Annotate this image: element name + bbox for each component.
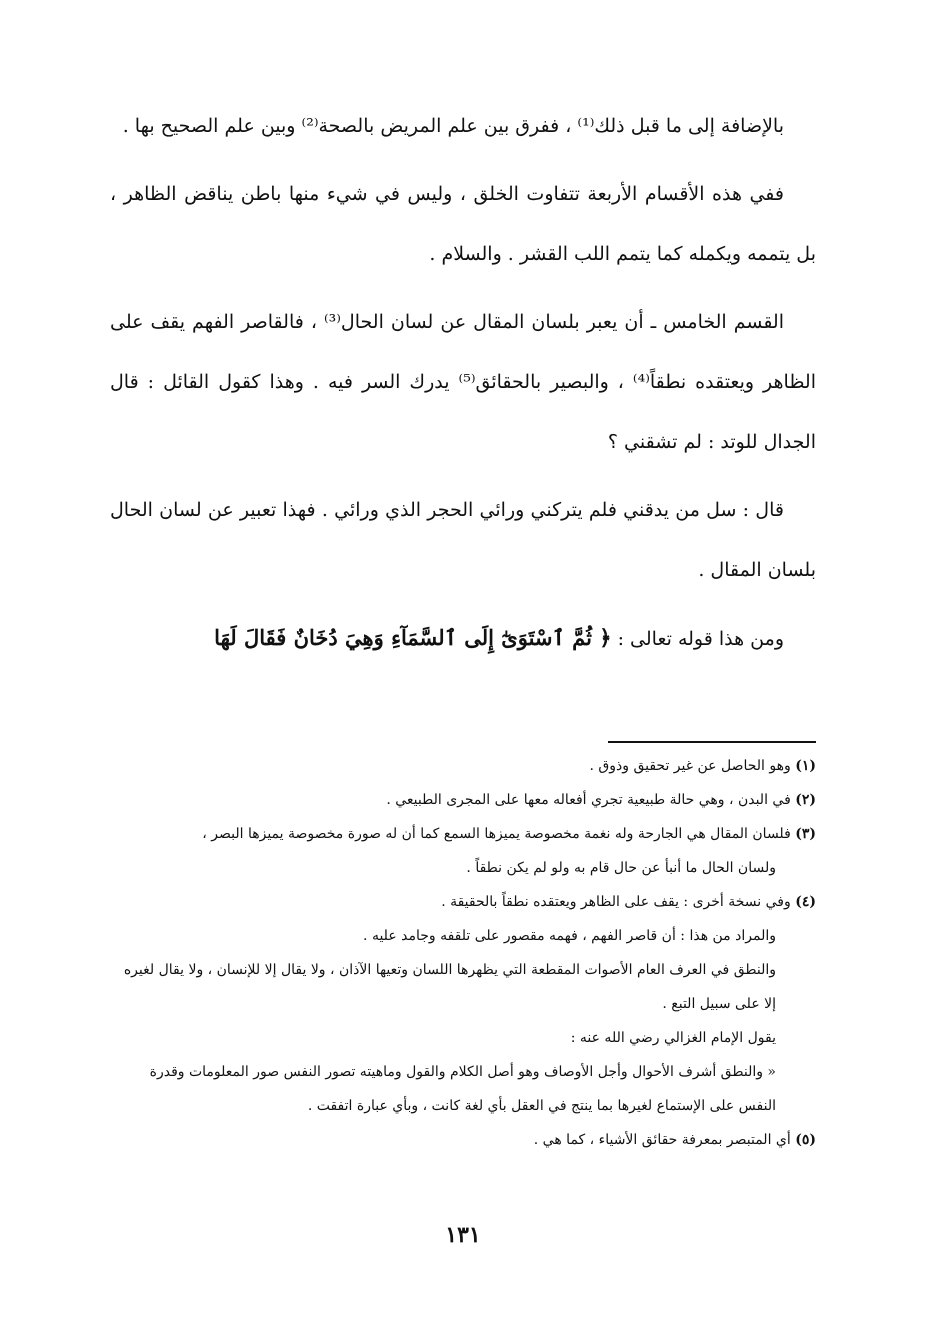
paragraph-5-lead: ومن هذا قوله تعالى : xyxy=(617,628,784,650)
footnote-5 xyxy=(110,1123,816,1157)
footnote-1 xyxy=(110,749,816,783)
footnote-separator xyxy=(608,741,816,743)
footnote-4-ghazali-quote: « والنطق أشرف الأحوال وأجل الأوصاف وهو أصل الكلام والقول وماهيته تصور النفس صور المعلومات وقدرة النفس على الإستماع لغيرها بما ينتج في العقل بأي لغة كانت ، وبأي عبارة اتفقت . xyxy=(149,1064,776,1114)
footnote-text: فلسان المقال هي الجارحة وله نغمة مخصوصة يميزها السمع كما أن له صورة مخصوصة يميزها البصر ، xyxy=(202,826,791,842)
footnote-text: أي المتبصر بمعرفة حقائق الأشياء ، كما هي . xyxy=(533,1132,791,1148)
footnote-3-continued: ولسان الحال ما أنبأ عن حال قام به ولو لم يكن نطقاً . xyxy=(466,860,776,876)
footnote-number: (٥) xyxy=(795,1132,816,1148)
footnote-number: (٤) xyxy=(795,894,816,910)
paragraph-5 xyxy=(110,608,816,669)
paragraph-1: بالإضافة إلى ما قبل ذلك⁽¹⁾ ، ففرق بين علم المريض بالصحة⁽²⁾ وبين علم الصحيح بها . xyxy=(122,115,784,137)
paragraph-3: القسم الخامس ـ أن يعبر بلسان المقال عن لسان الحال⁽³⁾ ، فالقاصر الفهم يقف على الظاهر ويعتقده نطقاً⁽⁴⁾ ، والبصير بالحقائق⁽⁵⁾ يدرك السر فيه . وهذا كقول القائل : قال الجدال للوتد : لم تشقني ؟ xyxy=(110,311,816,453)
footnote-text: في البدن ، وهي حالة طبيعية تجري أفعاله معها على المجرى الطبيعي . xyxy=(386,792,791,808)
paragraph-2: ففي هذه الأقسام الأربعة تتفاوت الخلق ، وليس في شيء منها باطن يناقض الظاهر ، بل يتممه ويكمله كما يتمم اللب القشر . والسلام . xyxy=(110,183,816,265)
footnote-4-explanation: والمراد من هذا : أن قاصر الفهم ، فهمه مقصور على تلقفه وجامد عليه . xyxy=(363,928,776,944)
footnote-text: وهو الحاصل عن غير تحقيق وذوق . xyxy=(589,758,791,774)
footnote-4-ghazali-intro: يقول الإمام الغزالي رضي الله عنه : xyxy=(570,1030,776,1046)
footnote-number: (١) xyxy=(795,758,816,774)
footnote-text: وفي نسخة أخرى : يقف على الظاهر ويعتقده نطقاً بالحقيقة . xyxy=(441,894,791,910)
paragraph-4: قال : سل من يدقني فلم يتركني ورائي الحجر الذي ورائي . فهذا تعبير عن لسان الحال بلسان المقال . xyxy=(110,499,816,581)
main-text xyxy=(110,96,816,669)
footnote-number: (٣) xyxy=(795,826,816,842)
footnotes xyxy=(110,749,816,1157)
footnote-number: (٢) xyxy=(795,792,816,808)
footnote-2 xyxy=(110,783,816,817)
quran-verse: ﴿ ثُمَّ ٱسْتَوَىٰٓ إِلَى ٱلسَّمَآءِ وَهِيَ دُخَانٌ فَقَالَ لَهَا xyxy=(214,625,612,650)
footnote-3 xyxy=(110,817,816,851)
footnote-4 xyxy=(110,885,816,919)
footnote-4-speech-definition: والنطق في العرف العام الأصوات المقطعة التي يظهرها اللسان وتعيها الآذان ، ولا يقال إلا للإنسان ، ولا يقال لغيره إلا على سبيل التبع . xyxy=(123,962,776,1012)
page-number: ١٣١ xyxy=(445,1222,481,1248)
